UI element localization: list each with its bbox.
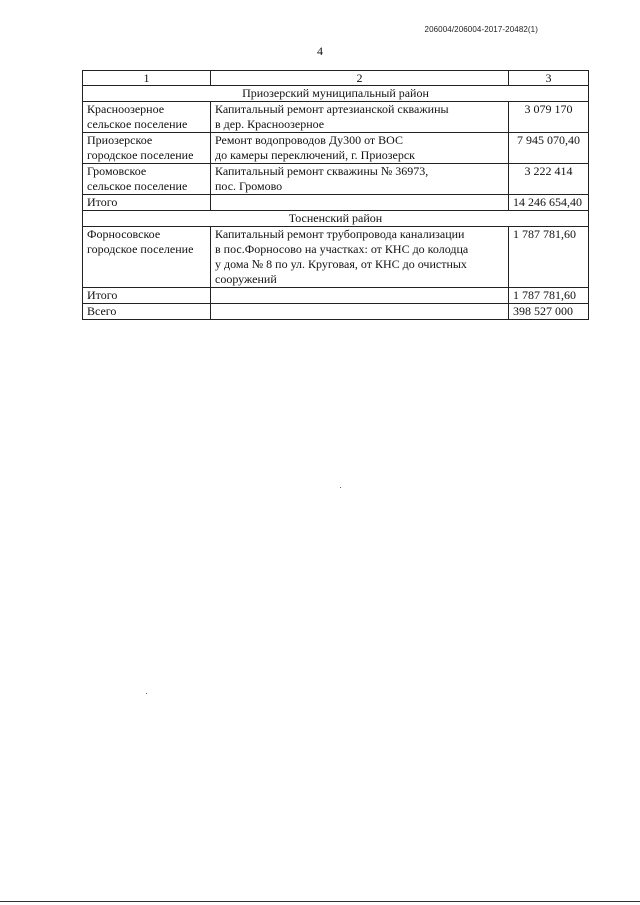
settlement-name: Громовское [87,164,147,178]
amount-cell: 1 787 781,60 [509,227,589,288]
document-id: 206004/206004-2017-20482(1) [424,25,538,34]
amount-cell: 3 079 170 [509,102,589,133]
empty-cell [211,288,509,304]
scan-edge-line [0,901,640,902]
funding-table [82,70,589,320]
settlement-type: сельское поселение [87,179,188,193]
subtotal-amount: 1 787 781,60 [509,288,589,304]
work-line: до камеры переключений, г. Приозерск [215,148,415,162]
table-row [83,133,589,164]
scan-speck [146,693,147,694]
settlement-cell [83,227,211,288]
table-header-row [83,71,589,86]
section-title: Тосненский район [83,211,589,227]
settlement-name: Приозерское [87,133,153,147]
work-cell [211,227,509,288]
settlement-type: городское поселение [87,148,194,162]
empty-cell [211,195,509,211]
work-line: у дома № 8 по ул. Круговая, от КНС до очистных [215,257,467,271]
work-line: в дер. Красноозерное [215,117,325,131]
table-row [83,102,589,133]
settlement-type: городское поселение [87,242,194,256]
work-line: Капитальный ремонт трубопровода канализации [215,227,465,241]
settlement-cell [83,102,211,133]
work-line: Капитальный ремонт артезианской скважины [215,102,449,116]
subtotal-row [83,288,589,304]
work-cell [211,102,509,133]
work-line: сооружений [215,272,277,286]
table-row [83,164,589,195]
scan-speck [340,487,341,488]
page-number: 4 [317,44,323,58]
subtotal-label: Итого [83,288,211,304]
subtotal-row [83,195,589,211]
work-cell [211,133,509,164]
grand-total-label: Всего [83,304,211,320]
amount-cell: 7 945 070,40 [509,133,589,164]
work-cell [211,164,509,195]
amount-cell: 3 222 414 [509,164,589,195]
work-line: в пос.Форносово на участках: от КНС до колодца [215,242,469,256]
section-row-priozersky [83,86,589,102]
work-line: Капитальный ремонт скважины № 36973, [215,164,429,178]
column-header-1: 1 [83,71,211,86]
subtotal-label: Итого [83,195,211,211]
table-row [83,227,589,288]
grand-total-amount: 398 527 000 [509,304,589,320]
settlement-name: Форносовское [87,227,161,241]
section-row-tosnensky [83,211,589,227]
column-header-3: 3 [509,71,589,86]
work-line: Ремонт водопроводов Ду300 от ВОС [215,133,403,147]
grand-total-row [83,304,589,320]
column-header-2: 2 [211,71,509,86]
settlement-cell [83,164,211,195]
subtotal-amount: 14 246 654,40 [509,195,589,211]
settlement-name: Красноозерное [87,102,165,116]
section-title: Приозерский муниципальный район [83,86,589,102]
empty-cell [211,304,509,320]
work-line: пос. Громово [215,179,283,193]
settlement-cell [83,133,211,164]
settlement-type: сельское поселение [87,117,188,131]
